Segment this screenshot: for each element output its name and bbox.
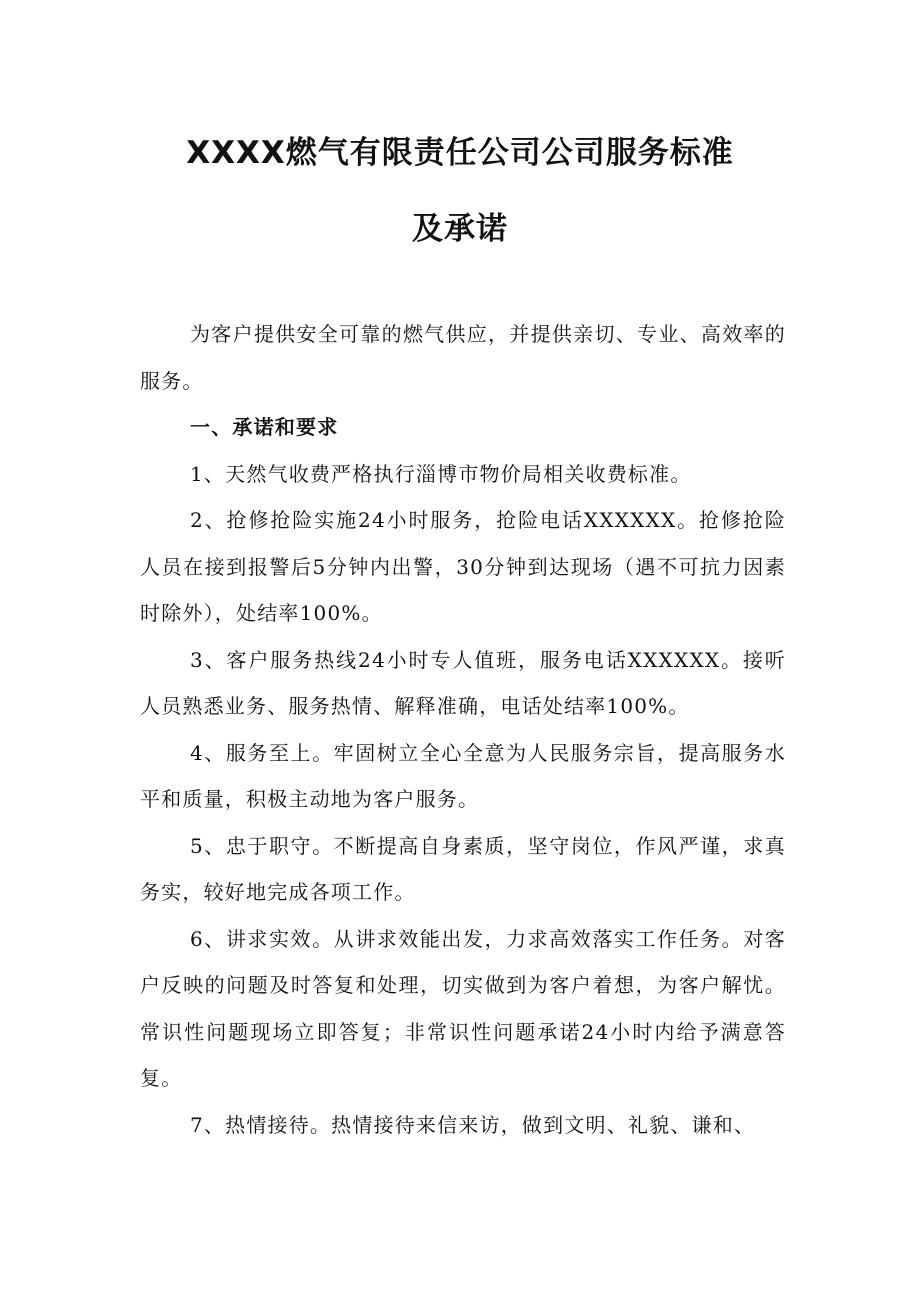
document-title-line-1: XXXX燃气有限责任公司公司服务标准	[186, 135, 734, 171]
list-item: 3、客户服务热线24小时专人值班，服务电话XXXXXX。接听人员熟悉业务、服务热情、解释准确，电话处结率100%。	[140, 647, 786, 718]
document-body	[140, 311, 786, 1148]
list-item: 2、抢修抢险实施24小时服务，抢险电话XXXXXX。抢修抢险人员在接到报警后5分钟内出警，30分钟到达现场（遇不可抗力因素时除外），处结率100%。	[140, 508, 786, 625]
list-item: 4、服务至上。牢固树立全心全意为人民服务宗旨，提高服务水平和质量，积极主动地为客户服务。	[140, 740, 786, 811]
list-item: 6、讲求实效。从讲求效能出发，力求高效落实工作任务。对客户反映的问题及时答复和处理，切实做到为客户着想，为客户解忧。常识性问题现场立即答复；非常识性问题承诺24小时内给予满意答复。	[140, 926, 786, 1090]
list-item: 1、天然气收费严格执行淄博市物价局相关收费标准。	[190, 461, 692, 486]
document-title-line-2: 及承诺	[412, 211, 508, 247]
section-heading: 一、承诺和要求	[190, 415, 339, 439]
list-item: 7、热情接待。热情接待来信来访，做到文明、礼貌、谦和、	[190, 1112, 756, 1137]
intro-paragraph: 为客户提供安全可靠的燃气供应，并提供亲切、专业、高效率的服务。	[140, 322, 786, 393]
list-item: 5、忠于职守。不断提高自身素质，坚守岗位，作风严谨，求真务实，较好地完成各项工作。	[140, 833, 786, 904]
